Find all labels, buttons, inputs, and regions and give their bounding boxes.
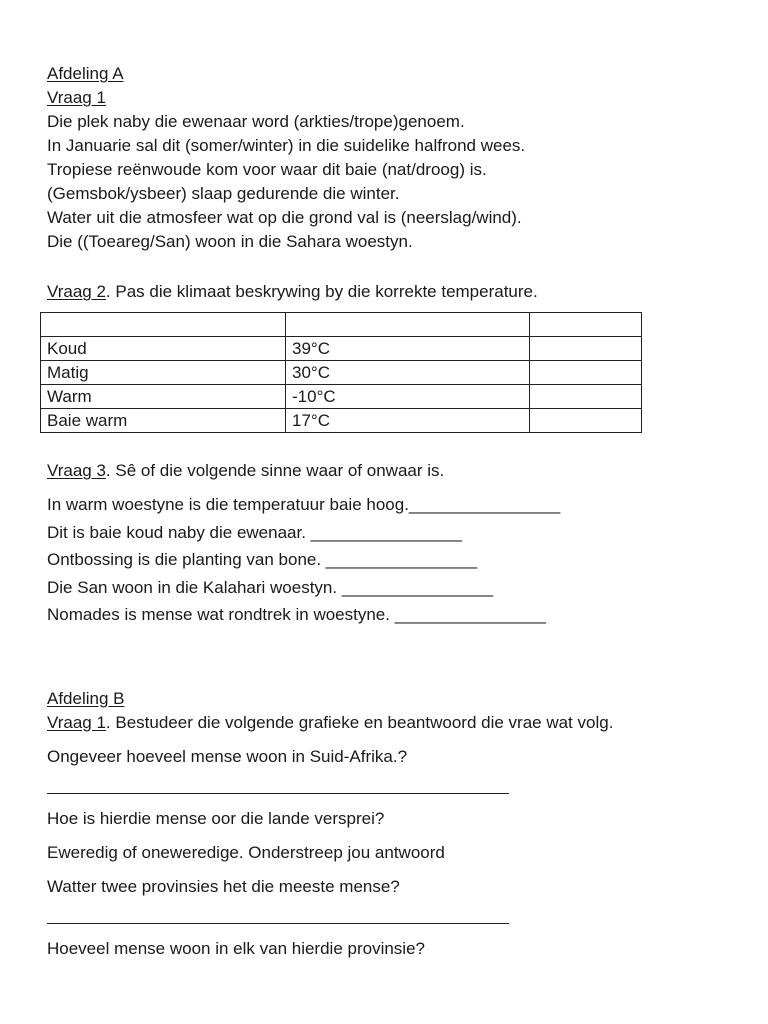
table-cell: 39°C <box>286 337 530 361</box>
table-cell <box>530 337 642 361</box>
table-cell <box>286 313 530 337</box>
table-row <box>41 361 642 385</box>
table-cell: Warm <box>41 385 286 409</box>
table-row <box>41 385 642 409</box>
section-b-title: Afdeling B <box>47 688 125 708</box>
table-cell <box>41 313 286 337</box>
table-cell <box>530 361 642 385</box>
document-page <box>47 62 747 961</box>
q3-statement: Die San woon in die Kalahari woestyn. ________________ <box>47 577 494 597</box>
table-cell <box>530 385 642 409</box>
table-row <box>41 409 642 433</box>
table-cell: Koud <box>41 337 286 361</box>
b-q1-heading <box>47 711 747 735</box>
q3-heading <box>47 459 747 483</box>
table-cell: Matig <box>41 361 286 385</box>
q3-statement: Ontbossing is die planting van bone. ________________ <box>47 550 478 569</box>
q1-line: In Januarie sal dit (somer/winter) in die suidelike halfrond wees. <box>47 136 526 155</box>
climate-table <box>40 312 642 433</box>
q1-line: Die ((Toeareg/San) woon in die Sahara woestyn. <box>47 232 413 251</box>
section-a-title: Afdeling A <box>47 64 124 83</box>
b-q1-item: Eweredig of oneweredige. Onderstreep jou antwoord <box>47 842 445 862</box>
b-q1-item: Hoeveel mense woon in elk van hierdie provinsie? <box>47 938 425 958</box>
table-cell: -10°C <box>286 385 530 409</box>
table-cell <box>530 313 642 337</box>
table-row <box>41 337 642 361</box>
b-q1-item: Ongeveer hoeveel mense woon in Suid-Afrika.? <box>47 746 408 766</box>
table-cell: 17°C <box>286 409 530 433</box>
b-q1-item: Watter twee provinsies het die meeste mense? <box>47 876 400 896</box>
q1-line: Die plek naby die ewenaar word (arkties/trope)genoem. <box>47 112 465 131</box>
q3-statements <box>47 491 747 629</box>
q1-label: Vraag 1 <box>47 88 106 107</box>
q2-heading <box>47 280 747 304</box>
q3-statement: Nomades is mense wat rondtrek in woestyne. ________________ <box>47 605 546 624</box>
answer-rule <box>47 793 509 794</box>
table-cell: 30°C <box>286 361 530 385</box>
table-cell <box>530 409 642 433</box>
answer-line <box>47 899 747 937</box>
table-row <box>41 313 642 337</box>
q1-line: Tropiese reënwoude kom voor waar dit baie (nat/droog) is. <box>47 160 487 179</box>
q2-text: . Pas die klimaat beskrywing by die korrekte temperature. <box>105 282 538 301</box>
b-q1-label: Vraag 1 <box>47 712 106 732</box>
table-cell: Baie warm <box>41 409 286 433</box>
q2-label: Vraag 2 <box>47 282 106 301</box>
q1-line: Water uit die atmosfeer wat op die grond val is (neerslag/wind). <box>47 208 522 227</box>
answer-rule <box>47 923 509 924</box>
b-q1-text: . Bestudeer die volgende grafieke en beantwoord die vrae wat volg. <box>105 712 614 732</box>
q3-statement: Dit is baie koud naby die ewenaar. ________________ <box>47 522 462 542</box>
q3-statement: In warm woestyne is die temperatuur baie hoog.________________ <box>47 495 561 514</box>
b-q1-item: Hoe is hierdie mense oor die lande versprei? <box>47 808 385 828</box>
q1-line: (Gemsbok/ysbeer) slaap gedurende die winter. <box>47 184 400 203</box>
q3-label: Vraag 3 <box>47 461 106 480</box>
answer-line <box>47 769 747 807</box>
q3-text: . Sê of die volgende sinne waar of onwaar is. <box>105 461 445 480</box>
